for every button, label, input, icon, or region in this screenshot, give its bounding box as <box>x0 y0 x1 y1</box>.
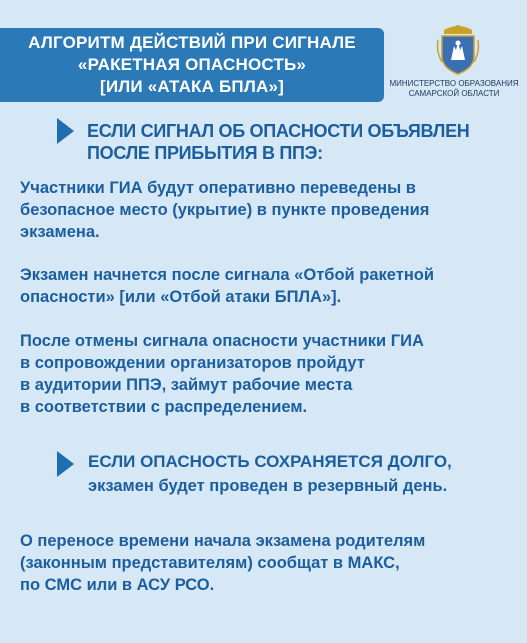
header-title-line-1: АЛГОРИТМ ДЕЙСТВИЙ ПРИ СИГНАЛЕ <box>28 33 356 52</box>
header-title-line-3: [ИЛИ «АТАКА БПЛА»] <box>100 77 284 96</box>
section1-heading-line-2: ПОСЛЕ ПРИБЫТИЯ В ППЭ: <box>87 143 323 163</box>
paragraph-line: экзамена. <box>20 223 100 241</box>
header-banner <box>0 28 384 102</box>
paragraph-line: по СМС или в АСУ РСО. <box>20 576 215 594</box>
paragraph-line: (законным представителям) сообщат в МАКС, <box>20 554 400 572</box>
section2-heading-line-2: экзамен будет проведен в резервный день. <box>88 477 448 495</box>
ministry-line-1: МИНИСТЕРСТВО ОБРАЗОВАНИЯ <box>389 79 519 88</box>
paragraph-line: Участники ГИА будут оперативно переведены в <box>20 179 416 197</box>
header-title-line-2: «РАКЕТНАЯ ОПАСНОСТЬ» <box>77 55 307 74</box>
paragraph-evacuation <box>20 177 429 243</box>
section2-heading-line-1 <box>88 450 452 474</box>
paragraph-line: в соответствии с распределением. <box>20 398 308 416</box>
section2-heading <box>88 450 452 498</box>
paragraph-line: опасности» [или «Отбой атаки БПЛА»]. <box>20 288 342 306</box>
footer-note <box>20 530 425 596</box>
ministry-line-2: САМАРСКОЙ ОБЛАСТИ <box>408 89 500 98</box>
paragraph-line: О переносе времени начала экзамена родителям <box>20 532 426 550</box>
paragraph-line: безопасное место (укрытие) в пункте проведения <box>20 201 430 219</box>
arrow-right-icon <box>57 118 74 144</box>
paragraph-return <box>20 330 424 418</box>
section1-heading <box>87 120 469 164</box>
paragraph-line: Экзамен начнется после сигнала «Отбой ракетной <box>20 266 435 284</box>
samara-coat-of-arms-icon <box>436 22 480 76</box>
paragraph-exam-start <box>20 264 434 308</box>
arrow-right-icon <box>57 451 74 477</box>
ministry-caption <box>384 79 524 99</box>
section2-heading-caps: ЕСЛИ ОПАСНОСТЬ СОХРАНЯЕТСЯ ДОЛГО <box>88 452 448 471</box>
paragraph-line: в сопровождении организаторов пройдут <box>20 354 365 372</box>
section2-heading-tail: , <box>447 453 452 471</box>
paragraph-line: После отмены сигнала опасности участники ГИА <box>20 332 424 350</box>
paragraph-line: в аудитории ППЭ, займут рабочие места <box>20 376 353 394</box>
section1-heading-line-1: ЕСЛИ СИГНАЛ ОБ ОПАСНОСТИ ОБЪЯВЛЕН <box>87 121 470 141</box>
